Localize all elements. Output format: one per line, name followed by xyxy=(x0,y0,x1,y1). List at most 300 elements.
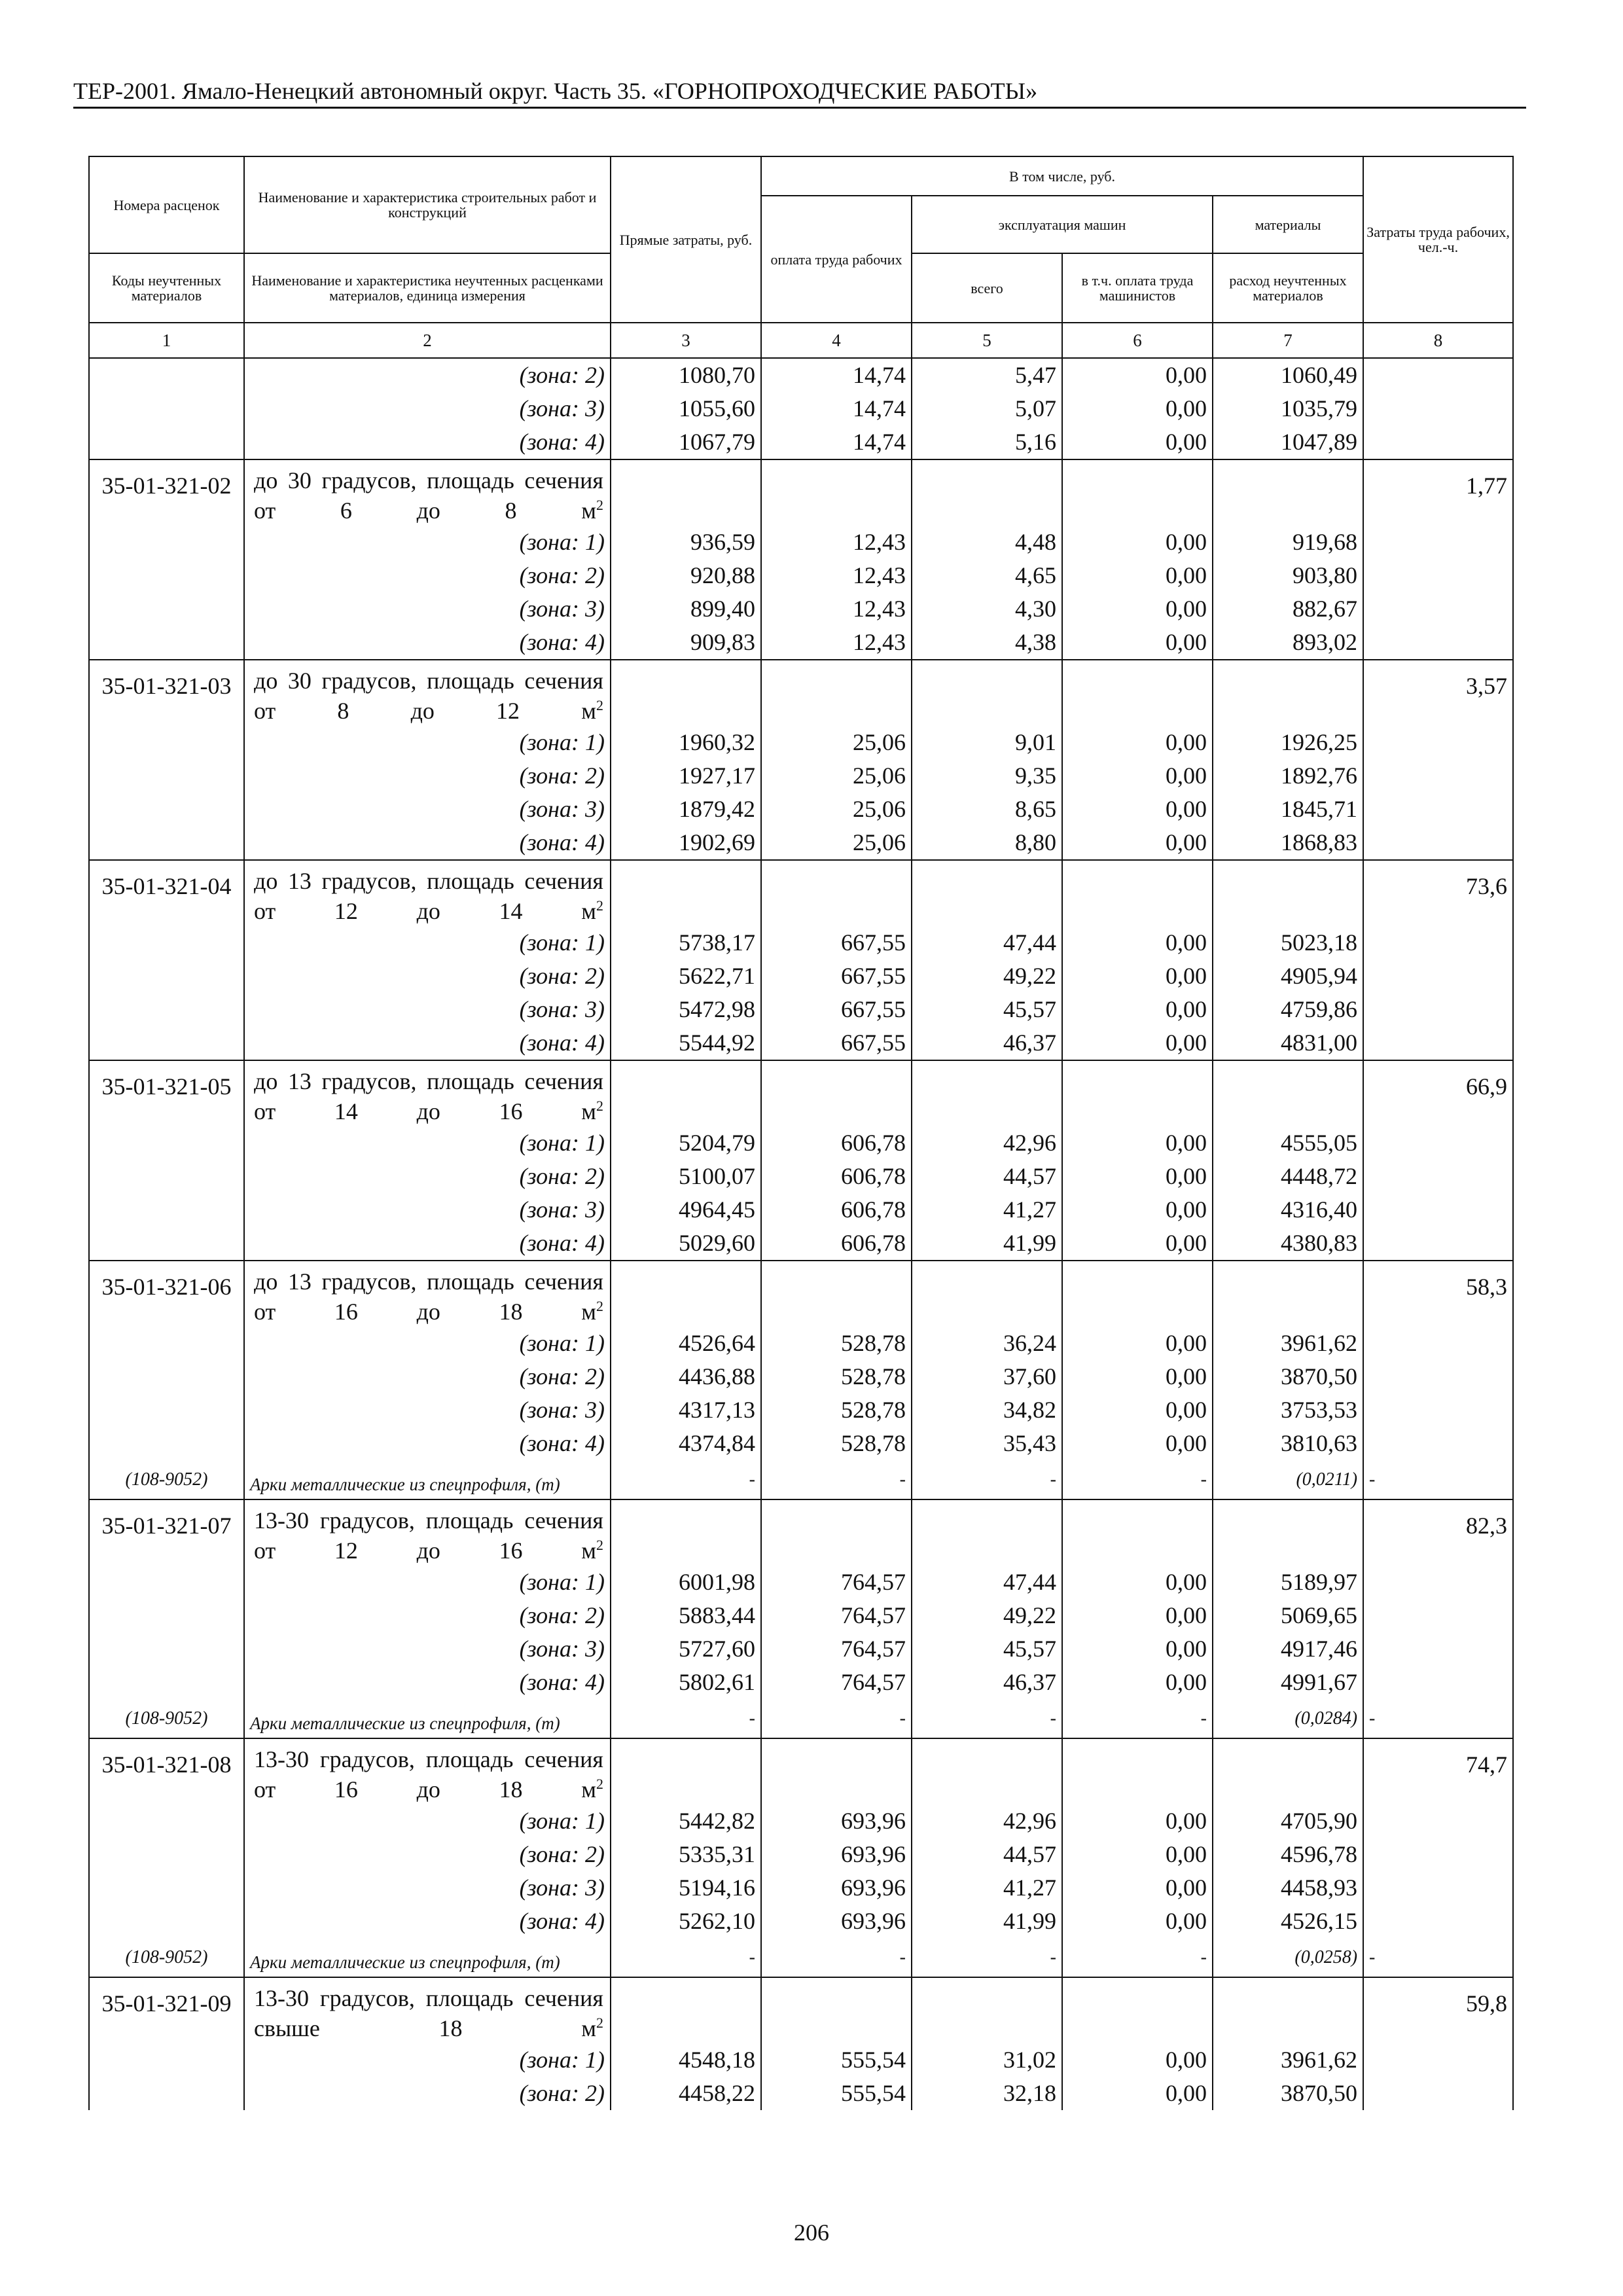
zone-label: (зона: 4) xyxy=(244,826,611,860)
direct-cost: 5029,60 xyxy=(611,1227,761,1261)
worker-wages: 667,55 xyxy=(761,926,912,960)
zone-label: (зона: 2) xyxy=(244,559,611,592)
worker-wages: 764,57 xyxy=(761,1632,912,1666)
empty-cell xyxy=(761,1060,912,1126)
empty-cell xyxy=(761,1261,912,1327)
machines-total: 42,96 xyxy=(912,1126,1062,1160)
zone-row xyxy=(89,759,1513,793)
machines-total: 44,57 xyxy=(912,1160,1062,1193)
worker-wages: 606,78 xyxy=(761,1126,912,1160)
operator-wages: 0,00 xyxy=(1062,1838,1213,1871)
rate-code: 35-01-321-04 xyxy=(89,860,244,1060)
zone-label: (зона: 3) xyxy=(244,793,611,826)
machines-total: 9,01 xyxy=(912,726,1062,759)
materials-cost: 4316,40 xyxy=(1213,1193,1363,1227)
materials-cost: 3870,50 xyxy=(1213,2077,1363,2110)
zone-label: (зона: 2) xyxy=(244,960,611,993)
direct-cost: 5204,79 xyxy=(611,1126,761,1160)
page-number: 206 xyxy=(794,2219,829,2246)
worker-wages: 555,54 xyxy=(761,2077,912,2110)
labor-cost: 66,9 xyxy=(1363,1060,1513,1261)
operator-wages: 0,00 xyxy=(1062,1026,1213,1060)
zone-label: (зона: 1) xyxy=(244,1126,611,1160)
page-header: ТЕР-2001. Ямало-Ненецкий автономный округ. Часть 35. «ГОРНОПРОХОДЧЕСКИЕ РАБОТЫ» xyxy=(73,78,1038,104)
machines-total: 4,38 xyxy=(912,626,1062,660)
machines-total: 8,65 xyxy=(912,793,1062,826)
empty-cell xyxy=(761,459,912,526)
rate-description xyxy=(244,1261,611,1327)
operator-wages: 0,00 xyxy=(1062,592,1213,626)
header-work-name: Наименование и характеристика строительных работ и конструкций xyxy=(244,156,611,253)
material-row xyxy=(89,1938,1513,1977)
operator-wages: 0,00 xyxy=(1062,358,1213,392)
rate-description xyxy=(244,1738,611,1804)
materials-cost: 4991,67 xyxy=(1213,1666,1363,1699)
material-wages: - xyxy=(761,1699,912,1738)
machines-total: 46,37 xyxy=(912,1666,1062,1699)
zone-row xyxy=(89,1026,1513,1060)
operator-wages: 0,00 xyxy=(1062,559,1213,592)
operator-wages: 0,00 xyxy=(1062,425,1213,459)
worker-wages: 528,78 xyxy=(761,1327,912,1360)
rate-code: 35-01-321-09 xyxy=(89,1977,244,2110)
materials-cost: 5189,97 xyxy=(1213,1566,1363,1599)
material-wages: - xyxy=(761,1460,912,1499)
unit-superscript: 2 xyxy=(596,1776,603,1792)
empty-cell xyxy=(912,660,1062,726)
zone-row xyxy=(89,1666,1513,1699)
operator-wages: 0,00 xyxy=(1062,1427,1213,1460)
unit-superscript: 2 xyxy=(596,697,603,713)
empty-cell xyxy=(611,1261,761,1327)
zone-row xyxy=(89,1427,1513,1460)
rate-description-text: до 13 градусов, площадь сечения от 14 до 16 м xyxy=(254,1068,603,1124)
empty-cell xyxy=(1213,1261,1363,1327)
zone-row xyxy=(89,2077,1513,2110)
rate-code: 35-01-321-06 xyxy=(89,1261,244,1460)
rate-description xyxy=(244,1977,611,2043)
operator-wages: 0,00 xyxy=(1062,726,1213,759)
machines-total: 34,82 xyxy=(912,1393,1062,1427)
zone-row xyxy=(89,1193,1513,1227)
labor-cost: 82,3 xyxy=(1363,1499,1513,1699)
empty-cell xyxy=(1213,1977,1363,2043)
zone-row xyxy=(89,1160,1513,1193)
zone-row xyxy=(89,960,1513,993)
direct-cost: 5472,98 xyxy=(611,993,761,1026)
operator-wages: 0,00 xyxy=(1062,993,1213,1026)
zone-row xyxy=(89,1632,1513,1666)
zone-label: (зона: 1) xyxy=(244,1804,611,1838)
empty-cell xyxy=(1213,1499,1363,1566)
machines-total: 5,07 xyxy=(912,392,1062,425)
empty-cell xyxy=(611,660,761,726)
zone-row xyxy=(89,1566,1513,1599)
machines-total: 41,27 xyxy=(912,1193,1062,1227)
machines-total: 4,30 xyxy=(912,592,1062,626)
machines-total: 41,99 xyxy=(912,1905,1062,1938)
empty-cell xyxy=(611,1977,761,2043)
labor-cost: 74,7 xyxy=(1363,1738,1513,1938)
materials-cost: 5069,65 xyxy=(1213,1599,1363,1632)
machines-total: 4,65 xyxy=(912,559,1062,592)
operator-wages: 0,00 xyxy=(1062,1160,1213,1193)
zone-row xyxy=(89,1126,1513,1160)
direct-cost: 1902,69 xyxy=(611,826,761,860)
empty-cell xyxy=(1213,459,1363,526)
worker-wages: 14,74 xyxy=(761,425,912,459)
zone-row xyxy=(89,425,1513,459)
zone-label: (зона: 1) xyxy=(244,1327,611,1360)
zone-row xyxy=(89,726,1513,759)
empty-cell xyxy=(1062,860,1213,926)
unit-superscript: 2 xyxy=(596,897,603,914)
zone-label: (зона: 3) xyxy=(244,1871,611,1905)
materials-cost: 4917,46 xyxy=(1213,1632,1363,1666)
table-body xyxy=(89,358,1513,2110)
materials-cost: 1926,25 xyxy=(1213,726,1363,759)
header-operator-wages: в т.ч. оплата труда машинистов xyxy=(1062,253,1213,323)
materials-cost: 1060,49 xyxy=(1213,358,1363,392)
rate-description xyxy=(244,459,611,526)
material-machines: - xyxy=(912,1460,1062,1499)
zone-row xyxy=(89,526,1513,559)
zone-row xyxy=(89,1905,1513,1938)
material-code: (108-9052) xyxy=(89,1699,244,1738)
material-labor: - xyxy=(1363,1938,1513,1977)
direct-cost: 1927,17 xyxy=(611,759,761,793)
rate-row xyxy=(89,1499,1513,1566)
zone-label: (зона: 2) xyxy=(244,2077,611,2110)
worker-wages: 12,43 xyxy=(761,559,912,592)
zone-row xyxy=(89,1393,1513,1427)
machines-total: 47,44 xyxy=(912,1566,1062,1599)
material-operators: - xyxy=(1062,1938,1213,1977)
worker-wages: 693,96 xyxy=(761,1905,912,1938)
materials-cost: 1047,89 xyxy=(1213,425,1363,459)
empty-cell xyxy=(1213,1738,1363,1804)
column-number: 8 xyxy=(1363,323,1513,358)
material-row xyxy=(89,1460,1513,1499)
rates-table-container xyxy=(88,156,1512,2110)
empty-cell xyxy=(1213,860,1363,926)
rate-description xyxy=(244,660,611,726)
worker-wages: 528,78 xyxy=(761,1360,912,1393)
zone-label: (зона: 3) xyxy=(244,993,611,1026)
rate-row xyxy=(89,1738,1513,1804)
materials-cost: 4759,86 xyxy=(1213,993,1363,1026)
materials-cost: 4555,05 xyxy=(1213,1126,1363,1160)
material-operators: - xyxy=(1062,1699,1213,1738)
material-direct: - xyxy=(611,1460,761,1499)
zone-label: (зона: 2) xyxy=(244,1360,611,1393)
header-material-name: Наименование и характеристика неучтенных расценками материалов, единица измерения xyxy=(244,253,611,323)
materials-cost: 919,68 xyxy=(1213,526,1363,559)
materials-cost: 3961,62 xyxy=(1213,2043,1363,2077)
materials-cost: 3870,50 xyxy=(1213,1360,1363,1393)
machines-total: 41,27 xyxy=(912,1871,1062,1905)
rate-code xyxy=(89,358,244,459)
operator-wages: 0,00 xyxy=(1062,1360,1213,1393)
zone-row xyxy=(89,1227,1513,1261)
zone-row xyxy=(89,2043,1513,2077)
direct-cost: 909,83 xyxy=(611,626,761,660)
header-rule xyxy=(73,107,1526,109)
machines-total: 45,57 xyxy=(912,1632,1062,1666)
header-material-codes: Коды неучтенных материалов xyxy=(89,253,244,323)
column-number: 5 xyxy=(912,323,1062,358)
zone-row xyxy=(89,1327,1513,1360)
operator-wages: 0,00 xyxy=(1062,1327,1213,1360)
worker-wages: 764,57 xyxy=(761,1566,912,1599)
unit-superscript: 2 xyxy=(596,1537,603,1553)
zone-row xyxy=(89,392,1513,425)
material-direct: - xyxy=(611,1699,761,1738)
empty-cell xyxy=(761,1977,912,2043)
machines-total: 36,24 xyxy=(912,1327,1062,1360)
zone-label: (зона: 4) xyxy=(244,1905,611,1938)
worker-wages: 606,78 xyxy=(761,1160,912,1193)
empty-cell xyxy=(912,1499,1062,1566)
operator-wages: 0,00 xyxy=(1062,1666,1213,1699)
empty-cell xyxy=(912,1738,1062,1804)
zone-row xyxy=(89,1838,1513,1871)
empty-cell xyxy=(1062,1261,1213,1327)
worker-wages: 667,55 xyxy=(761,1026,912,1060)
zone-label: (зона: 2) xyxy=(244,759,611,793)
empty-cell xyxy=(761,1499,912,1566)
empty-cell xyxy=(761,660,912,726)
direct-cost: 1055,60 xyxy=(611,392,761,425)
zone-row xyxy=(89,626,1513,660)
rate-description-text: 13-30 градусов, площадь сечения свыше 18 м xyxy=(254,1985,603,2041)
materials-cost: 3961,62 xyxy=(1213,1327,1363,1360)
rates-table xyxy=(88,156,1514,2110)
zone-label: (зона: 1) xyxy=(244,926,611,960)
zone-label: (зона: 2) xyxy=(244,358,611,392)
materials-cost: 4526,15 xyxy=(1213,1905,1363,1938)
column-number: 1 xyxy=(89,323,244,358)
operator-wages: 0,00 xyxy=(1062,793,1213,826)
direct-cost: 5727,60 xyxy=(611,1632,761,1666)
worker-wages: 764,57 xyxy=(761,1599,912,1632)
direct-cost: 4526,64 xyxy=(611,1327,761,1360)
machines-total: 4,48 xyxy=(912,526,1062,559)
direct-cost: 5335,31 xyxy=(611,1838,761,1871)
materials-cost: 4705,90 xyxy=(1213,1804,1363,1838)
empty-cell xyxy=(1062,1977,1213,2043)
operator-wages: 0,00 xyxy=(1062,1804,1213,1838)
operator-wages: 0,00 xyxy=(1062,392,1213,425)
worker-wages: 693,96 xyxy=(761,1871,912,1905)
materials-cost: 903,80 xyxy=(1213,559,1363,592)
materials-cost: 4596,78 xyxy=(1213,1838,1363,1871)
operator-wages: 0,00 xyxy=(1062,926,1213,960)
rate-code: 35-01-321-03 xyxy=(89,660,244,860)
zone-label: (зона: 1) xyxy=(244,526,611,559)
column-number: 2 xyxy=(244,323,611,358)
machines-total: 31,02 xyxy=(912,2043,1062,2077)
operator-wages: 0,00 xyxy=(1062,626,1213,660)
worker-wages: 528,78 xyxy=(761,1427,912,1460)
direct-cost: 1960,32 xyxy=(611,726,761,759)
rate-description xyxy=(244,1499,611,1566)
rate-description-text: 13-30 градусов, площадь сечения от 12 до 16 м xyxy=(254,1507,603,1564)
zone-row xyxy=(89,993,1513,1026)
machines-total: 5,16 xyxy=(912,425,1062,459)
zone-label: (зона: 4) xyxy=(244,1427,611,1460)
operator-wages: 0,00 xyxy=(1062,1599,1213,1632)
operator-wages: 0,00 xyxy=(1062,2077,1213,2110)
labor-cost: 58,3 xyxy=(1363,1261,1513,1460)
zone-row xyxy=(89,592,1513,626)
table-header xyxy=(89,156,1513,358)
machines-total: 42,96 xyxy=(912,1804,1062,1838)
worker-wages: 14,74 xyxy=(761,392,912,425)
labor-cost: 3,57 xyxy=(1363,660,1513,860)
worker-wages: 25,06 xyxy=(761,759,912,793)
direct-cost: 5622,71 xyxy=(611,960,761,993)
zone-label: (зона: 3) xyxy=(244,1393,611,1427)
materials-cost: 3753,53 xyxy=(1213,1393,1363,1427)
empty-cell xyxy=(761,1738,912,1804)
header-rate-numbers: Номера расценок xyxy=(89,156,244,253)
zone-label: (зона: 1) xyxy=(244,1566,611,1599)
empty-cell xyxy=(912,459,1062,526)
materials-cost: 4448,72 xyxy=(1213,1160,1363,1193)
direct-cost: 920,88 xyxy=(611,559,761,592)
zone-label: (зона: 3) xyxy=(244,1632,611,1666)
zone-label: (зона: 4) xyxy=(244,1227,611,1261)
worker-wages: 555,54 xyxy=(761,2043,912,2077)
operator-wages: 0,00 xyxy=(1062,1393,1213,1427)
worker-wages: 667,55 xyxy=(761,993,912,1026)
direct-cost: 5883,44 xyxy=(611,1599,761,1632)
materials-cost: 5023,18 xyxy=(1213,926,1363,960)
material-operators: - xyxy=(1062,1460,1213,1499)
zone-row xyxy=(89,826,1513,860)
machines-total: 47,44 xyxy=(912,926,1062,960)
rate-row xyxy=(89,459,1513,526)
zone-row xyxy=(89,1871,1513,1905)
worker-wages: 693,96 xyxy=(761,1838,912,1871)
direct-cost: 5544,92 xyxy=(611,1026,761,1060)
labor-cost: 59,8 xyxy=(1363,1977,1513,2110)
header-labor-costs: Затраты труда рабочих, чел.-ч. xyxy=(1363,156,1513,323)
rate-row xyxy=(89,1060,1513,1126)
direct-cost: 5802,61 xyxy=(611,1666,761,1699)
empty-cell xyxy=(611,1060,761,1126)
empty-cell xyxy=(1062,459,1213,526)
zone-label: (зона: 4) xyxy=(244,1666,611,1699)
rate-code: 35-01-321-02 xyxy=(89,459,244,660)
zone-row xyxy=(89,1360,1513,1393)
operator-wages: 0,00 xyxy=(1062,1193,1213,1227)
zone-label: (зона: 2) xyxy=(244,1599,611,1632)
unit-superscript: 2 xyxy=(596,1298,603,1314)
direct-cost: 4436,88 xyxy=(611,1360,761,1393)
worker-wages: 693,96 xyxy=(761,1804,912,1838)
rate-description-text: до 30 градусов, площадь сечения от 8 до 12 м xyxy=(254,668,603,724)
empty-cell xyxy=(611,1499,761,1566)
materials-cost: 1868,83 xyxy=(1213,826,1363,860)
worker-wages: 667,55 xyxy=(761,960,912,993)
material-machines: - xyxy=(912,1938,1062,1977)
material-description: Арки металлические из спецпрофиля, (т) xyxy=(244,1460,611,1499)
machines-total: 37,60 xyxy=(912,1360,1062,1393)
operator-wages: 0,00 xyxy=(1062,1632,1213,1666)
machines-total: 44,57 xyxy=(912,1838,1062,1871)
column-number: 6 xyxy=(1062,323,1213,358)
direct-cost: 4374,84 xyxy=(611,1427,761,1460)
material-machines: - xyxy=(912,1699,1062,1738)
worker-wages: 528,78 xyxy=(761,1393,912,1427)
direct-cost: 936,59 xyxy=(611,526,761,559)
header-machines-total: всего xyxy=(912,253,1062,323)
direct-cost: 1879,42 xyxy=(611,793,761,826)
zone-label: (зона: 4) xyxy=(244,425,611,459)
unit-superscript: 2 xyxy=(596,1098,603,1114)
materials-cost: 1845,71 xyxy=(1213,793,1363,826)
material-wages: - xyxy=(761,1938,912,1977)
zone-row xyxy=(89,1599,1513,1632)
material-amount: (0,0284) xyxy=(1213,1699,1363,1738)
operator-wages: 0,00 xyxy=(1062,1566,1213,1599)
empty-cell xyxy=(1213,1060,1363,1126)
materials-cost: 3810,63 xyxy=(1213,1427,1363,1460)
material-description: Арки металлические из спецпрофиля, (т) xyxy=(244,1699,611,1738)
header-direct-costs: Прямые затраты, руб. xyxy=(611,156,761,323)
zone-label: (зона: 3) xyxy=(244,592,611,626)
direct-cost: 4458,22 xyxy=(611,2077,761,2110)
material-amount: (0,0258) xyxy=(1213,1938,1363,1977)
header-unaccounted-materials: расход неучтенных материалов xyxy=(1213,253,1363,323)
machines-total: 35,43 xyxy=(912,1427,1062,1460)
labor-cost: 1,77 xyxy=(1363,459,1513,660)
operator-wages: 0,00 xyxy=(1062,826,1213,860)
empty-cell xyxy=(611,860,761,926)
operator-wages: 0,00 xyxy=(1062,960,1213,993)
worker-wages: 14,74 xyxy=(761,358,912,392)
worker-wages: 764,57 xyxy=(761,1666,912,1699)
material-description: Арки металлические из спецпрофиля, (т) xyxy=(244,1938,611,1977)
material-code: (108-9052) xyxy=(89,1460,244,1499)
material-labor: - xyxy=(1363,1460,1513,1499)
header-worker-wages: оплата труда рабочих xyxy=(761,196,912,323)
machines-total: 45,57 xyxy=(912,993,1062,1026)
unit-superscript: 2 xyxy=(596,497,603,513)
material-amount: (0,0211) xyxy=(1213,1460,1363,1499)
worker-wages: 12,43 xyxy=(761,592,912,626)
machines-total: 32,18 xyxy=(912,2077,1062,2110)
materials-cost: 4905,94 xyxy=(1213,960,1363,993)
zone-row xyxy=(89,1804,1513,1838)
zone-label: (зона: 3) xyxy=(244,1193,611,1227)
zone-row xyxy=(89,926,1513,960)
worker-wages: 12,43 xyxy=(761,526,912,559)
material-row xyxy=(89,1699,1513,1738)
direct-cost: 4964,45 xyxy=(611,1193,761,1227)
zone-label: (зона: 4) xyxy=(244,626,611,660)
worker-wages: 12,43 xyxy=(761,626,912,660)
labor-cost xyxy=(1363,358,1513,459)
material-labor: - xyxy=(1363,1699,1513,1738)
materials-cost: 1892,76 xyxy=(1213,759,1363,793)
zone-row xyxy=(89,793,1513,826)
machines-total: 41,99 xyxy=(912,1227,1062,1261)
column-number: 3 xyxy=(611,323,761,358)
empty-cell xyxy=(1062,1738,1213,1804)
